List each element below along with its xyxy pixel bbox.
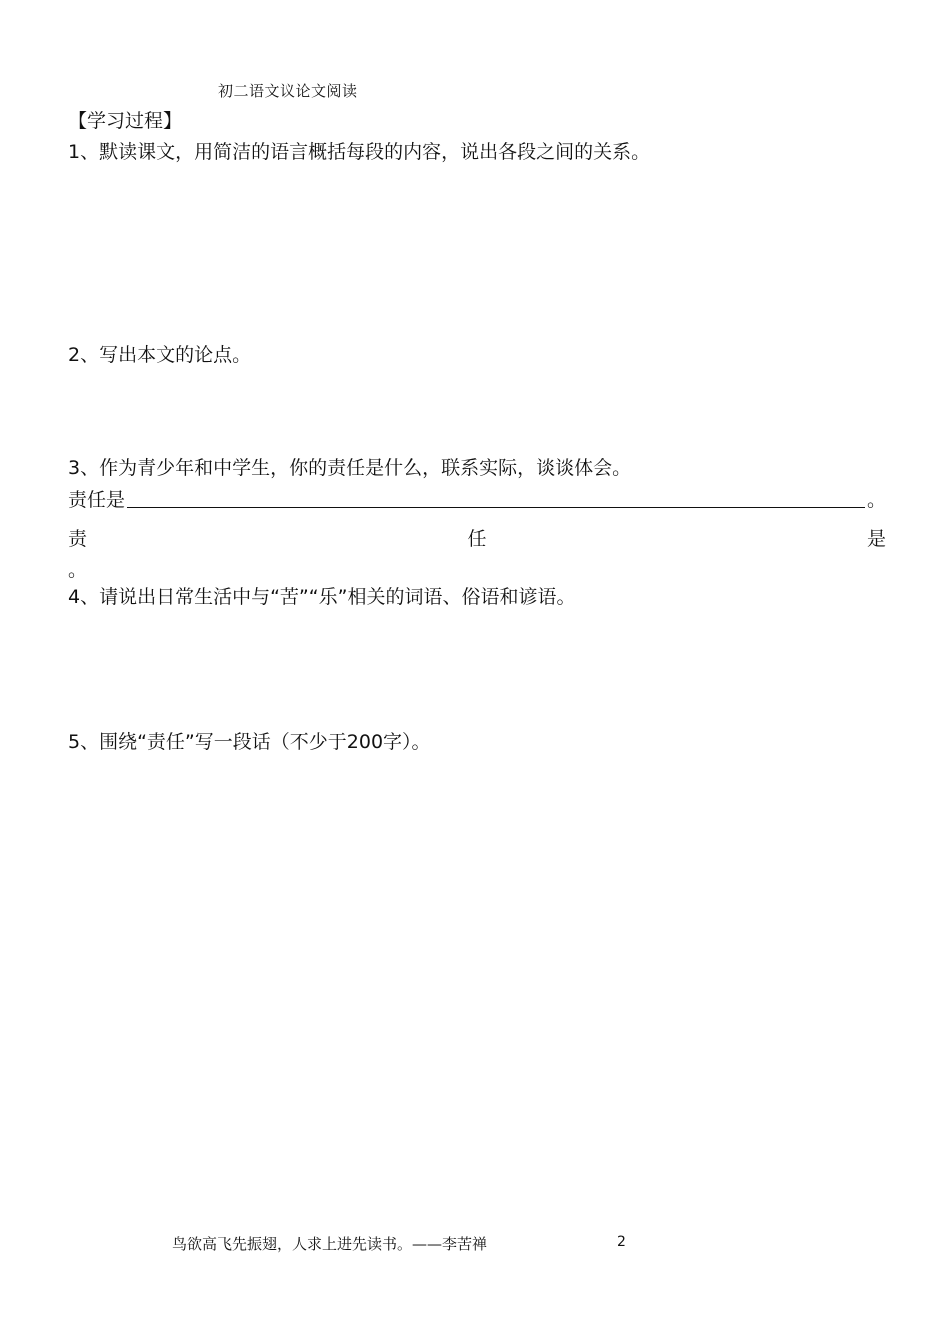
answer-line-2 <box>68 524 886 551</box>
answer-line-2-period: 。 <box>68 559 88 581</box>
question-5: 5、围绕“责任”写一段话（不少于200字）。 <box>68 731 431 753</box>
section-heading: 【学习过程】 <box>68 110 183 132</box>
fill-in-blank[interactable] <box>127 485 865 508</box>
document-title: 初二语文议论文阅读 <box>218 82 358 100</box>
answer-line-2-char-1: 责 <box>68 528 88 550</box>
answer-line-prefix: 责任是 <box>68 489 126 511</box>
answer-line-suffix: 。 <box>866 489 886 511</box>
question-2: 2、写出本文的论点。 <box>68 344 252 366</box>
answer-line-1 <box>68 482 886 512</box>
answer-line-2-char-2: 任 <box>467 528 487 550</box>
footer-quote: 鸟欲高飞先振翅，人求上进先读书。——李苦禅 <box>172 1235 488 1253</box>
answer-line-2-char-3: 是 <box>866 528 886 550</box>
question-3: 3、作为青少年和中学生，你的责任是什么，联系实际，谈谈体会。 <box>68 457 632 479</box>
question-4: 4、请说出日常生活中与“苦”“乐”相关的词语、俗语和谚语。 <box>68 586 576 608</box>
page-number: 2 <box>617 1234 626 1250</box>
question-1: 1、默读课文，用简洁的语言概括每段的内容，说出各段之间的关系。 <box>68 141 651 163</box>
